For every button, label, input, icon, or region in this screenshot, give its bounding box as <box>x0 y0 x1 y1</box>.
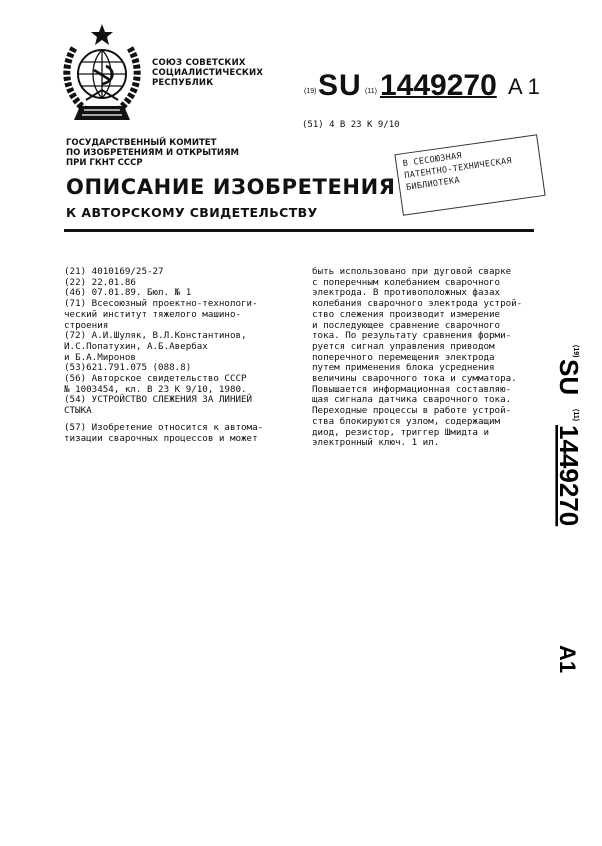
side-patent-number-text: 1449270 <box>554 425 584 527</box>
side-code-19: (19) <box>572 345 579 358</box>
side-document-kind: A1 <box>555 645 580 674</box>
inid-code-11: (11) <box>365 88 377 95</box>
country-code: SU <box>318 69 362 102</box>
library-stamp: В СЕСОЮЗНАЯ ПАТЕНТНО-ТЕХНИЧЕСКАЯ БИБЛИОТЕКА <box>394 134 545 215</box>
abstract-continuation: быть использовано при дуговой сварке с поперечным колебанием сварочного электрода. В противоположных фазах колебания сварочного электрода устрой- ство слежения производит измерение и последующее сравнение сварочного тока. По результату сравнения форми- руется сигнал управления приводом поперечного перемещения электрода путем применения блока усреднения величины сварочного тока и сумматора. Повышается информационная составляю- щая сигнала датчика сварочного тока. Переходные процессы в работе устрой- ства блокируются узлом, содержащим диод, резистор, триггер Шмидта и электронный ключ. 1 ил. <box>312 266 523 449</box>
bibliographic-data: (21) 4010169/25-27 (22) 22.01.86 (46) 07.01.89. Бюл. № 1 (71) Всесоюзный проектно-технологи- ческий институт тяжелого машино- строения (72) А.И.Шуляк, В.Л.Константинов, И.С.Попатухин, А.Б.Авербах и Б.А.Миронов (53)621.791.075 (088.8) (56) Авторское свидетельство СССР № 1003454, кл. В 23 К 9/10, 1980. (54) УСТРОЙСТВО СЛЕЖЕНИЯ ЗА ЛИНИЕЙ СТЫКА <box>64 266 258 417</box>
document-title: ОПИСАНИЕ ИЗОБРЕТЕНИЯ <box>66 175 396 199</box>
side-patent-number <box>548 345 584 705</box>
inid-code-19: (19) <box>304 88 317 95</box>
abstract-start: (57) Изобретение относится к автома- тизации сварочных процессов и может <box>64 422 264 444</box>
header-divider <box>64 229 534 232</box>
issuing-country-label: СОЮЗ СОВЕТСКИХ СОЦИАЛИСТИЧЕСКИХ РЕСПУБЛИК <box>152 58 264 88</box>
document-kind: A 1 <box>508 74 540 99</box>
document-subtitle: К АВТОРСКОМУ СВИДЕТЕЛЬСТВУ <box>66 205 318 220</box>
patent-number: 1449270 <box>380 69 497 102</box>
ipc-classification: (51) 4 В 23 К 9/10 <box>302 120 400 130</box>
side-code-11: (11) <box>572 409 579 422</box>
committee-label: ГОСУДАРСТВЕННЫЙ КОМИТЕТ ПО ИЗОБРЕТЕНИЯМ И ОТКРЫТИЯМ ПРИ ГКНТ СССР <box>66 138 239 168</box>
ussr-coat-of-arms-icon <box>58 22 146 124</box>
side-country-code: SU <box>554 359 584 396</box>
